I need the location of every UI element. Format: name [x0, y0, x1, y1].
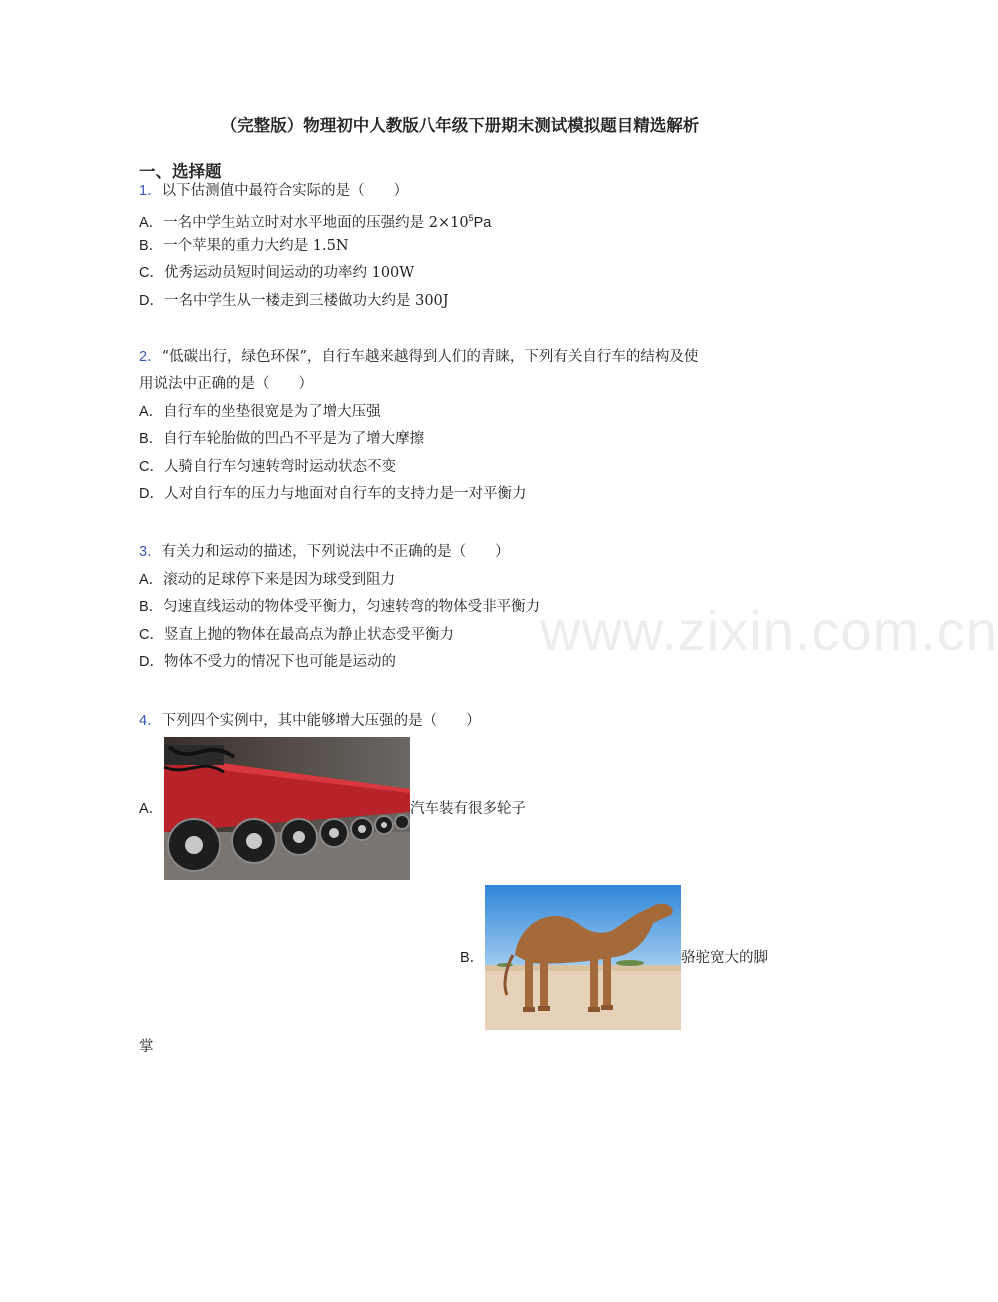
question-number: 2． [139, 349, 162, 365]
q1-option-d: D．一名中学生从一楼走到三楼做功大约是 300J [139, 293, 449, 309]
question-1-stem: 1．以下估测值中最符合实际的是（ ） [139, 183, 409, 199]
q3-option-b: B．匀速直线运动的物体受平衡力，匀速转弯的物体受非平衡力 [139, 599, 541, 615]
q1-option-b: B．一个苹果的重力大约是 1.5N [139, 238, 349, 254]
page-title: （完整版）物理初中人教版八年级下册期末测试模拟题目精选解析 [220, 116, 700, 135]
q3-option-a: A．滚动的足球停下来是因为球受到阻力 [139, 572, 396, 588]
question-number: 4． [139, 713, 162, 729]
question-3-stem: 3．有关力和运动的描述，下列说法中不正确的是（ ） [139, 544, 510, 560]
question-number: 1． [139, 183, 162, 199]
q4-option-a-text: 汽车装有很多轮子 [410, 801, 526, 817]
question-4-stem: 4．下列四个实例中，其中能够增大压强的是（ ） [139, 713, 481, 729]
section-heading: 一、选择题 [139, 162, 222, 181]
q3-option-d: D．物体不受力的情况下也可能是运动的 [139, 654, 396, 670]
q2-option-c: C．人骑自行车匀速转弯时运动状态不变 [139, 459, 396, 475]
q2-option-a: A．自行车的坐垫很宽是为了增大压强 [139, 404, 381, 420]
camel-image [485, 885, 681, 1030]
q3-option-c: C．竖直上抛的物体在最高点为静止状态受平衡力 [139, 627, 454, 643]
q1-option-a: A．一名中学生站立时对水平地面的压强约是 $2\times 10^5Pa$ [139, 213, 492, 231]
q1-option-c: C．优秀运动员短时间运动的功率约 100W [139, 265, 415, 281]
heavy-truck-image [164, 737, 410, 880]
question-2-stem: 2．“低碳出行，绿色环保”，自行车越来越得到人们的青睐，下列有关自行车的结构及使 [139, 349, 699, 365]
q2-option-b: B．自行车轮胎做的凹凸不平是为了增大摩擦 [139, 431, 425, 447]
q4-option-b-label: B． [460, 950, 485, 966]
q2-option-d: D．人对自行车的压力与地面对自行车的支持力是一对平衡力 [139, 486, 527, 502]
watermark: www.zixin.com.cn [540, 599, 998, 662]
question-2-stem-line2: 用说法中正确的是（ ） [139, 376, 313, 392]
q4-option-b-text: 骆驼宽大的脚 [681, 950, 768, 966]
q4-option-b-text-wrap: 掌 [139, 1039, 154, 1055]
q4-option-a-label: A． [139, 801, 164, 817]
question-number: 3． [139, 544, 162, 560]
